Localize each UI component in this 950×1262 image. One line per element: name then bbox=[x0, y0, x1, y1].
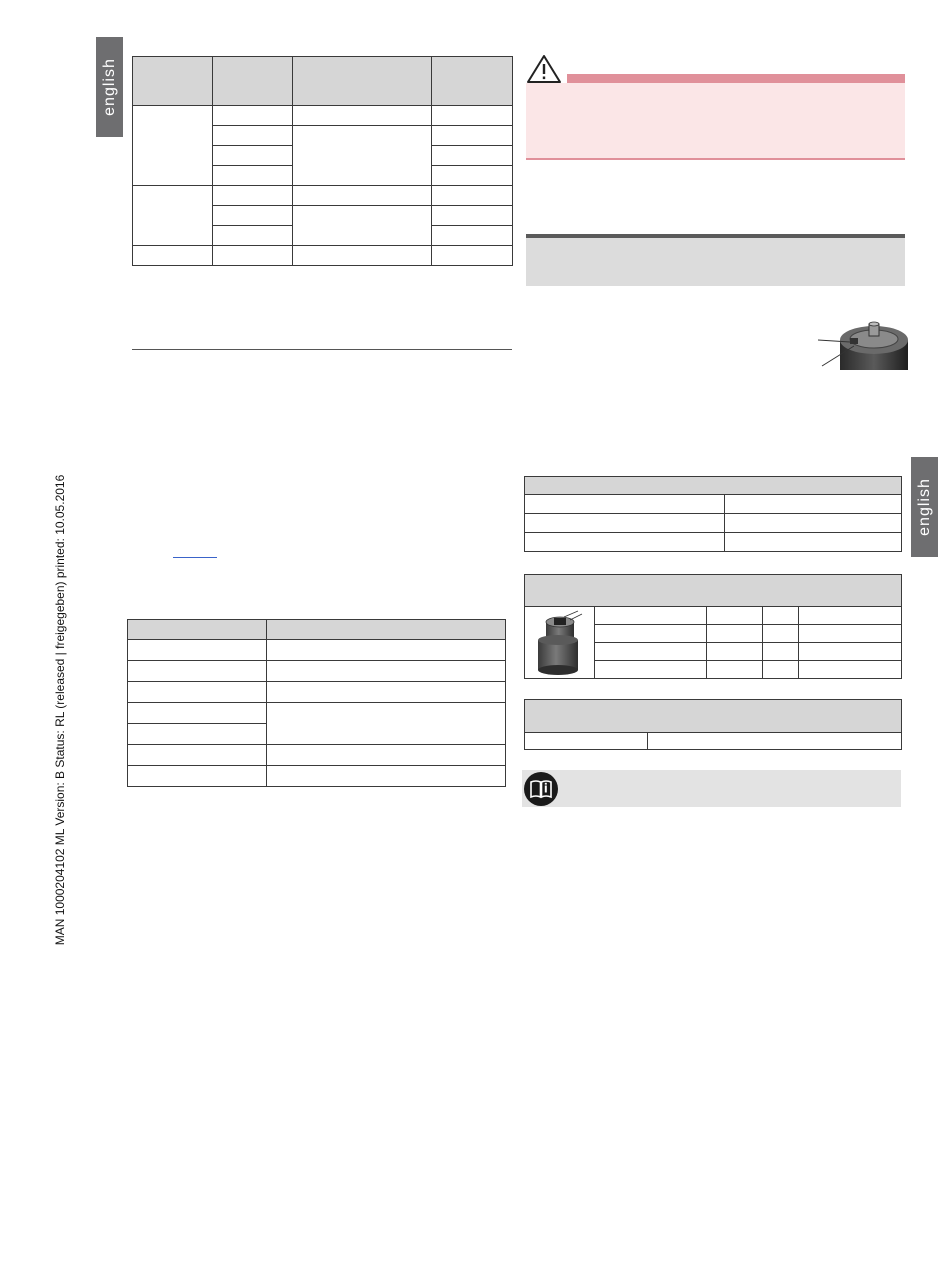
table-cell bbox=[293, 126, 432, 186]
table-cell bbox=[432, 126, 513, 146]
table-cell bbox=[725, 533, 902, 552]
table-cell bbox=[595, 661, 707, 679]
table-header-row bbox=[133, 57, 513, 106]
table-top-left bbox=[132, 56, 513, 266]
section-divider bbox=[132, 349, 512, 350]
table-cell bbox=[707, 643, 763, 661]
table-cell bbox=[267, 682, 506, 703]
table-cell bbox=[267, 745, 506, 766]
table-header-cell bbox=[293, 57, 432, 106]
table-cell bbox=[128, 661, 267, 682]
table-cell bbox=[213, 206, 293, 226]
table-cell bbox=[595, 607, 707, 625]
table-cell bbox=[267, 703, 506, 745]
table-cell bbox=[213, 186, 293, 206]
warning-triangle-icon bbox=[526, 54, 562, 84]
table-cell bbox=[267, 766, 506, 787]
manual-note-bar bbox=[522, 770, 901, 807]
table-cell bbox=[432, 226, 513, 246]
table-cell bbox=[128, 745, 267, 766]
table-row bbox=[128, 745, 506, 766]
table-header-cell bbox=[133, 57, 213, 106]
table-right-1 bbox=[524, 476, 902, 552]
table-cell bbox=[432, 246, 513, 266]
table-cell bbox=[595, 625, 707, 643]
table-cell bbox=[799, 661, 902, 679]
table-cell bbox=[293, 186, 432, 206]
table-cell bbox=[293, 246, 432, 266]
read-manual-icon bbox=[523, 771, 559, 807]
table-cell bbox=[128, 724, 267, 745]
table-right-2 bbox=[524, 699, 902, 750]
table-cell bbox=[293, 206, 432, 246]
table-cell bbox=[213, 246, 293, 266]
table-cell bbox=[648, 733, 902, 750]
warning-signal-bar bbox=[567, 74, 905, 83]
table-cell bbox=[707, 607, 763, 625]
table-cell bbox=[725, 514, 902, 533]
table-row bbox=[525, 733, 902, 750]
table-cell bbox=[432, 166, 513, 186]
table-cell-image bbox=[525, 607, 595, 679]
table-cell bbox=[128, 640, 267, 661]
table-cell bbox=[799, 643, 902, 661]
table-row bbox=[133, 186, 513, 206]
table-header-cell bbox=[525, 477, 902, 495]
table-cell bbox=[763, 661, 799, 679]
table-cell bbox=[128, 682, 267, 703]
table-cell bbox=[525, 733, 648, 750]
table-row bbox=[128, 682, 506, 703]
table-cell bbox=[128, 703, 267, 724]
table-cell bbox=[707, 625, 763, 643]
table-row bbox=[525, 607, 902, 625]
table-row bbox=[128, 703, 506, 724]
table-header-row bbox=[525, 575, 902, 607]
table-cell bbox=[525, 533, 725, 552]
table-cell bbox=[763, 625, 799, 643]
table-cell bbox=[293, 106, 432, 126]
table-cell bbox=[213, 146, 293, 166]
warning-block bbox=[526, 54, 905, 160]
table-row bbox=[525, 495, 902, 514]
language-tab-right bbox=[911, 457, 938, 557]
table-cell bbox=[133, 106, 213, 186]
socket-wrench-illustration bbox=[526, 608, 594, 678]
hyperlink[interactable] bbox=[173, 557, 217, 558]
table-row bbox=[128, 640, 506, 661]
table-header-row bbox=[525, 477, 902, 495]
table-cell bbox=[213, 126, 293, 146]
table-header-cell bbox=[432, 57, 513, 106]
table-header-cell bbox=[525, 575, 902, 607]
table-cell bbox=[133, 186, 213, 246]
table-cell bbox=[213, 226, 293, 246]
table-cell bbox=[213, 166, 293, 186]
language-tab-label: english bbox=[915, 478, 933, 536]
document-status-text: MAN 1000204102 ML Version: B Status: RL (released | freigegeben) printed: 10.05.2016 bbox=[53, 474, 67, 946]
section-header-bar bbox=[526, 234, 905, 286]
table-cell bbox=[525, 495, 725, 514]
table-header-cell bbox=[128, 620, 267, 640]
table-row bbox=[133, 246, 513, 266]
warning-message-area bbox=[526, 83, 905, 158]
table-cell bbox=[763, 607, 799, 625]
table-header-cell bbox=[525, 700, 902, 733]
table-cell bbox=[213, 106, 293, 126]
table-header-row bbox=[525, 700, 902, 733]
table-cell bbox=[799, 625, 902, 643]
table-cell bbox=[725, 495, 902, 514]
table-row bbox=[525, 533, 902, 552]
table-cell bbox=[525, 514, 725, 533]
table-cell bbox=[763, 643, 799, 661]
language-tab-label: english bbox=[100, 58, 118, 116]
table-header-cell bbox=[213, 57, 293, 106]
section-header-fill bbox=[526, 238, 905, 286]
table-header-row bbox=[128, 620, 506, 640]
table-cell bbox=[432, 106, 513, 126]
table-cell bbox=[799, 607, 902, 625]
table-cell bbox=[432, 206, 513, 226]
table-cell bbox=[432, 186, 513, 206]
device-illustration bbox=[818, 318, 908, 370]
warning-bottom-rule bbox=[526, 158, 905, 160]
table-row bbox=[525, 514, 902, 533]
table-cell bbox=[267, 640, 506, 661]
table-cell bbox=[707, 661, 763, 679]
table-cell bbox=[267, 661, 506, 682]
table-cell bbox=[128, 766, 267, 787]
table-row bbox=[128, 661, 506, 682]
table-header-cell bbox=[267, 620, 506, 640]
table-row bbox=[133, 106, 513, 126]
table-row bbox=[128, 766, 506, 787]
language-tab-left bbox=[96, 37, 123, 137]
table-cell bbox=[133, 246, 213, 266]
table-bottom-left bbox=[127, 619, 506, 787]
table-cell bbox=[432, 146, 513, 166]
table-cell bbox=[595, 643, 707, 661]
table-right-tool bbox=[524, 574, 902, 679]
